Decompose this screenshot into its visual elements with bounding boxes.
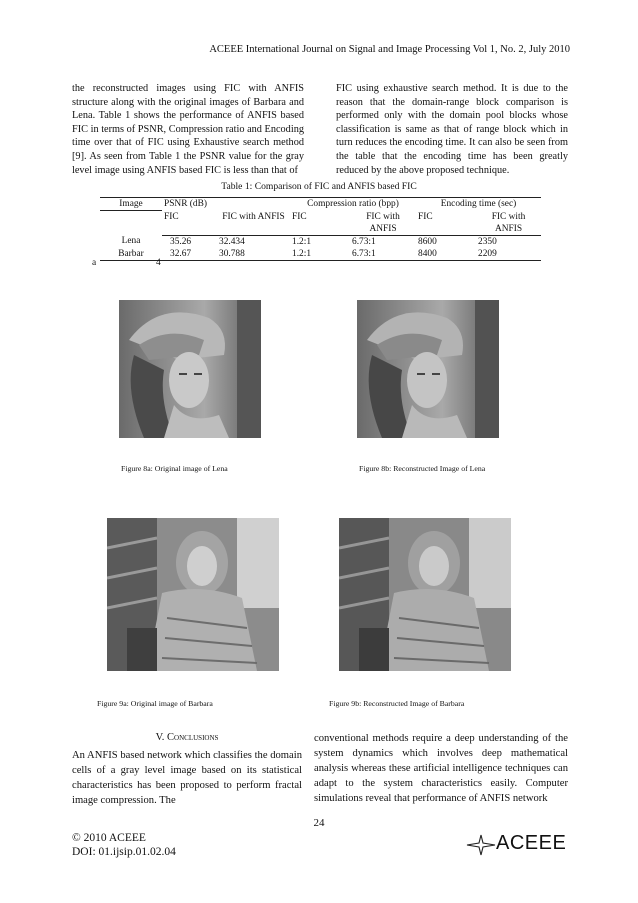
right-column-top — [336, 82, 568, 177]
header-encoding: Encoding time (sec) — [416, 198, 541, 211]
footer — [72, 831, 176, 859]
sub-header-anfis: FIC with ANFIS — [350, 211, 416, 236]
paragraph: conventional methods require a deep understanding of the system dynamics which involves deep mathematical analysis whereas these artificial intelligence techniques can adapt to the system characteristics easily. Computer simulations reveal that performance of ANFIS network — [314, 733, 568, 804]
star-icon — [466, 834, 496, 856]
section-title: V. Conclusions — [155, 732, 219, 743]
figure-9a-caption: Figure 9a: Original image of Barbara — [97, 699, 213, 708]
cell-cr-fic: 1.2:1 — [290, 248, 350, 261]
aceee-logo — [466, 832, 566, 856]
cell-psnr-fic: 32.67 — [162, 248, 217, 261]
cell-image: Lena — [121, 236, 141, 246]
left-column-bottom — [72, 748, 302, 808]
logo-text: ACEEE — [496, 832, 567, 854]
table-caption: Table 1: Comparison of FIC and ANFIS based FIC — [221, 181, 417, 192]
left-column-top — [72, 82, 304, 177]
cell-psnr-anfis: 30.788 — [217, 248, 290, 261]
header-psnr: PSNR (dB) — [162, 198, 290, 211]
table-row — [100, 235, 600, 248]
lena-reconstructed-image — [357, 300, 499, 438]
cell-et-anfis: 2350 — [478, 236, 497, 247]
sub-header-anfis: FIC with ANFIS — [476, 211, 541, 236]
copyright: © 2010 ACEEE — [72, 832, 146, 844]
barbara-reconstructed-image — [339, 518, 511, 671]
stray-digit: 4 — [156, 258, 161, 268]
page-number: 24 — [313, 817, 325, 829]
cell-psnr-anfis: 32.434 — [219, 236, 245, 247]
figure-8b-caption: Figure 8b: Reconstructed Image of Lena — [359, 464, 486, 473]
cell-cr-anfis: 6.73:1 — [352, 236, 376, 247]
figure-8a-caption: Figure 8a: Original image of Lena — [121, 464, 228, 473]
cell-et-anfis: 2209 — [476, 248, 541, 261]
doi: DOI: 01.ijsip.01.02.04 — [72, 846, 176, 858]
cell-psnr-fic: 35.26 — [170, 236, 192, 247]
right-column-bottom — [314, 731, 568, 806]
sub-header-anfis: FIC with ANFIS — [217, 211, 290, 236]
stray-letter: a — [92, 258, 97, 268]
cell-et-fic: 8400 — [416, 248, 476, 261]
figure-9b-caption: Figure 9b: Reconstructed Image of Barbara — [329, 699, 465, 708]
sub-header-fic: FIC — [416, 211, 476, 236]
sub-header-fic: FIC — [162, 211, 217, 236]
cell-image: Barbar — [100, 248, 162, 261]
header-image: Image — [100, 198, 162, 211]
header-compression: Compression ratio (bpp) — [290, 198, 416, 211]
table-row — [100, 248, 600, 261]
cell-et-fic: 8600 — [418, 236, 437, 247]
journal-header: ACEEE International Journal on Signal and Image Processing Vol 1, No. 2, July 2010 — [209, 44, 570, 55]
cell-cr-fic: 1.2:1 — [292, 236, 312, 247]
cell-cr-anfis: 6.73:1 — [350, 248, 416, 261]
barbara-original-image — [107, 518, 279, 671]
comparison-table — [100, 197, 600, 261]
sub-header-fic: FIC — [290, 211, 350, 236]
lena-original-image — [119, 300, 261, 438]
section-heading — [72, 732, 302, 743]
paragraph: An ANFIS based network which classifies the domain cells of a gray level image based on its statistical characteristics has been proposed to perform fractal image compression. The — [72, 750, 302, 806]
paragraph: FIC using exhaustive search method. It is due to the reason that the domain-range block comparison is performed only with the domain pool blocks whose classification is same as that of range block which in turn reduces the encoding time. It can also be seen from the table that the encoding time has been greatly reduced by the above proposed technique. — [336, 83, 568, 176]
paragraph: the reconstructed images using FIC with ANFIS structure along with the original images of Barbara and Lena. Table 1 shows the performance of ANFIS based FIC in terms of PSNR, Compression ratio and Encoding time over that of FIC using Exhaustive search method [9]. As seen from Table 1 the PSNR value for the gray level image using ANFIS based FIC is less than that of — [72, 83, 304, 176]
